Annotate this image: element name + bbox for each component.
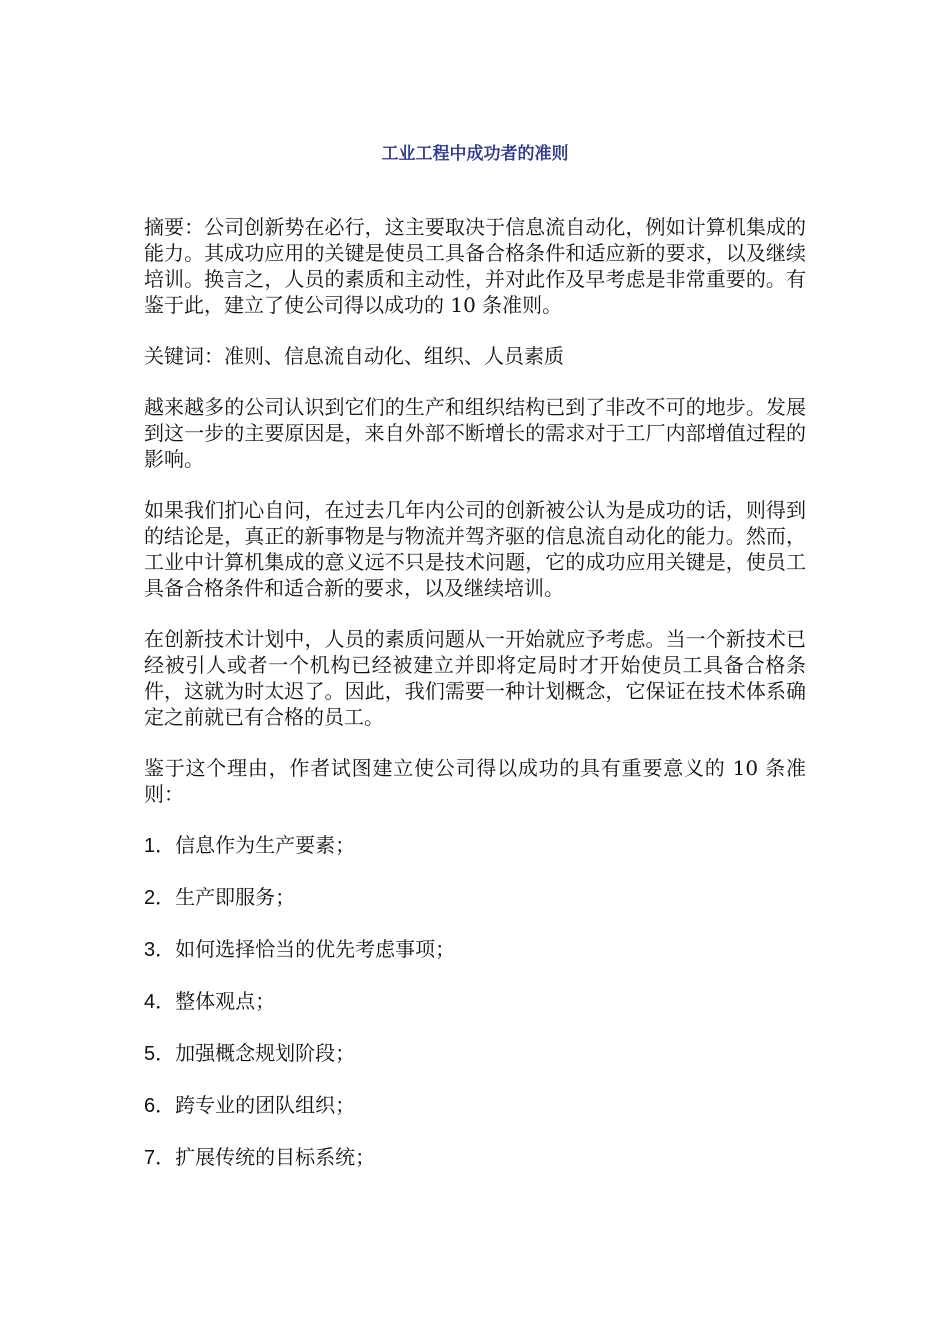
list-item-text: 信息作为生产要素；	[175, 833, 356, 857]
body-paragraph: 越来越多的公司认识到它们的生产和组织结构已到了非改不可的地步。发展到这一步的主要原因是，来自外部不断增长的需求对于工厂内部增值过程的影响。	[144, 395, 806, 471]
list-item-number: 3．	[144, 939, 176, 961]
keywords-paragraph: 关键词：准则、信息流自动化、组织、人员素质	[144, 344, 564, 368]
list-item-text: 扩展传统的目标系统；	[175, 1145, 376, 1169]
list-item-number: 6．	[144, 1095, 176, 1117]
list-item-number: 4．	[144, 991, 176, 1013]
list-item-number: 7．	[144, 1147, 176, 1169]
list-item-text: 生产即服务；	[175, 885, 296, 909]
list-item-text: 跨专业的团队组织；	[175, 1093, 356, 1117]
list-item	[144, 1092, 806, 1118]
list-item-number: 2．	[144, 887, 176, 909]
body-paragraph: 鉴于这个理由，作者试图建立使公司得以成功的具有重要意义的 10 条准则：	[144, 756, 806, 806]
list-item	[144, 1144, 806, 1170]
body-paragraph: 在创新技术计划中，人员的素质问题从一开始就应予考虑。当一个新技术已经被引人或者一个机构已经被建立并即将定局时才开始使员工具备合格条件，这就为时太迟了。因此，我们需要一种计划概念，它保证在技术体系确定之前就已有合格的员工。	[144, 627, 806, 729]
body-paragraph: 如果我们扪心自问，在过去几年内公司的创新被公认为是成功的话，则得到的结论是，真正的新事物是与物流并驾齐驱的信息流自动化的能力。然而，工业中计算机集成的意义远不只是技术问题，它的成功应用关键是，使员工具备合格条件和适合新的要求，以及继续培训。	[144, 498, 806, 600]
list-item-text: 如何选择恰当的优先考虑事项；	[175, 937, 456, 961]
list-item	[144, 936, 806, 962]
list-item-number: 5．	[144, 1043, 176, 1065]
document-title: 工业工程中成功者的准则	[381, 144, 569, 164]
list-item	[144, 832, 806, 858]
abstract-paragraph: 摘要：公司创新势在必行，这主要取决于信息流自动化，例如计算机集成的能力。其成功应用的关键是使员工具备合格条件和适应新的要求，以及继续培训。换言之，人员的素质和主动性，并对此作及早考虑是非常重要的。有鉴于此，建立了使公司得以成功的 10 条准则。	[144, 215, 806, 317]
list-item-text: 整体观点；	[175, 989, 276, 1013]
list-item	[144, 1040, 806, 1066]
list-item	[144, 884, 806, 910]
list-item-number: 1．	[144, 835, 176, 857]
document-body	[144, 214, 806, 1196]
list-item	[144, 988, 806, 1014]
list-item-text: 加强概念规划阶段；	[175, 1041, 356, 1065]
